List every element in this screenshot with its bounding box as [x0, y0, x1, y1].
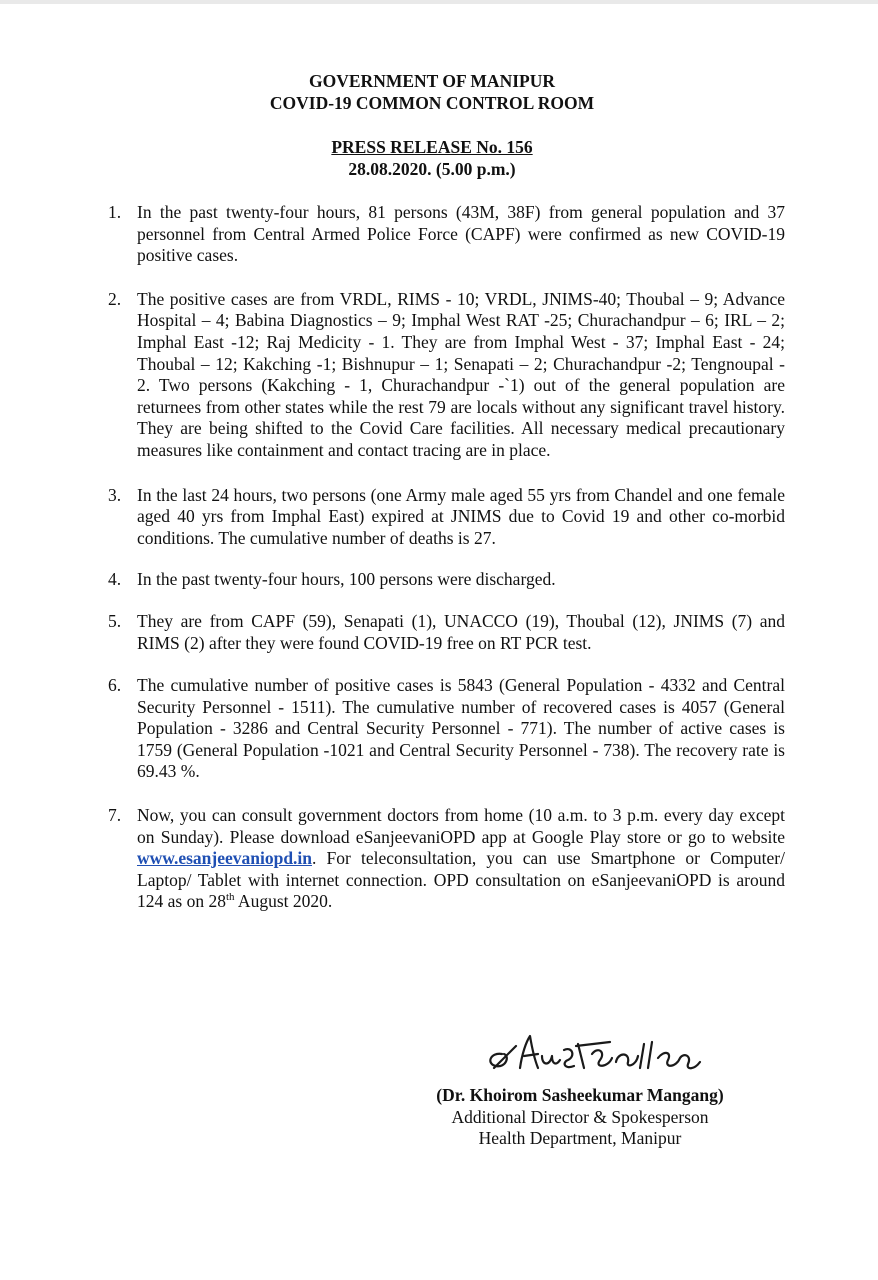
list-item [108, 611, 785, 654]
press-release-date: 28.08.2020. (5.00 p.m.) [348, 159, 516, 179]
list-item [108, 675, 785, 783]
handwritten-signature [480, 1024, 720, 1079]
item-text: In the last 24 hours, two persons (one Army male aged 55 yrs from Chandel and one female aged 40 yrs from Imphal East) expired at JNIMS due to Covid 19 and other co-morbid conditions. The cumulative number of deaths is 27. [137, 484, 785, 548]
item-text: In the past twenty-four hours, 81 persons (43M, 38F) from general population and 37 personnel from Central Armed Police Force (CAPF) were confirmed as new COVID-19 positive cases. [137, 202, 785, 266]
press-release-heading [0, 136, 864, 180]
item-text-part: August 2020. [234, 891, 333, 912]
press-release-number: PRESS RELEASE No. 156 [331, 137, 533, 157]
signatory-name: (Dr. Khoirom Sasheekumar Mangang) [436, 1085, 724, 1105]
item-number: 6. [108, 675, 122, 696]
item-text-part: . For teleconsultation, you can use Smartphone or Computer/ Laptop/ Tablet with internet connection. OPD consultation on eSanjeevaniOPD is around 124 as on 28 [137, 848, 785, 912]
item-number: 5. [108, 610, 122, 631]
item-number: 2. [108, 288, 122, 309]
esanjeevani-website-link[interactable]: www.esanjeevaniopd.in [137, 848, 313, 869]
item-text-part: Now, you can consult government doctors from home (10 a.m. to 3 p.m. every day except on Sunday). Please download eSanjeevaniOPD app at Google Play store or go to website [137, 805, 785, 847]
document-header [0, 70, 864, 114]
list-item [108, 202, 785, 267]
list-item [108, 805, 785, 913]
item-text: In the past twenty-four hours, 100 persons were discharged. [137, 569, 556, 590]
signatory-title: Additional Director & Spokesperson [451, 1106, 709, 1127]
item-text [137, 805, 785, 911]
government-title: GOVERNMENT OF MANIPUR [309, 71, 555, 91]
item-text: The positive cases are from VRDL, RIMS - 10; VRDL, JNIMS-40; Thoubal – 9; Advance Hospital – 4; Babina Diagnostics – 9; Imphal West RAT -25; Churachandpur – 6; IRL – 2; Imphal East -12; Raj Medicity - 1. They are from Imphal West - 37; Imphal East - 24; Thoubal – 12; Kakching -1; Bishnupur – 1; Senapati – 2; Churachandpur -2; Tengnoupal - 2. Two persons (Kakching - 1, Churachandpur -`1) out of the general population are returnees from other states while the rest 79 are locals without any significant travel history. They are being shifted to the Covid Care facilities. All necessary medical precautionary measures like containment and contact tracing are in place. [137, 288, 785, 460]
list-item [108, 569, 785, 591]
signatory-department: Health Department, Manipur [478, 1128, 682, 1149]
item-number: 1. [108, 202, 122, 222]
item-number: 7. [108, 805, 122, 826]
item-number: 3. [108, 484, 122, 505]
signatory-block [0, 1085, 878, 1150]
control-room-title: COVID-19 COMMON CONTROL ROOM [269, 93, 595, 113]
item-text: The cumulative number of positive cases is 5843 (General Population - 4332 and Central Security Personnel - 1511). The cumulative number of recovered cases is 4057 (General Population - 3286 and Central Security Personnel - 771). The number of active cases is 1759 (General Population -1021 and Central Security Personnel - 738). The recovery rate is 69.43 %. [137, 675, 785, 782]
document-page [0, 4, 878, 1280]
list-item [108, 485, 785, 550]
item-text: They are from CAPF (59), Senapati (1), UNACCO (19), Thoubal (12), JNIMS (7) and RIMS (2) after they were found COVID-19 free on RT PCR test. [137, 610, 785, 653]
item-number: 4. [108, 569, 122, 590]
release-points-list [108, 202, 785, 913]
date-superscript: th [225, 891, 235, 904]
list-item [108, 289, 785, 462]
